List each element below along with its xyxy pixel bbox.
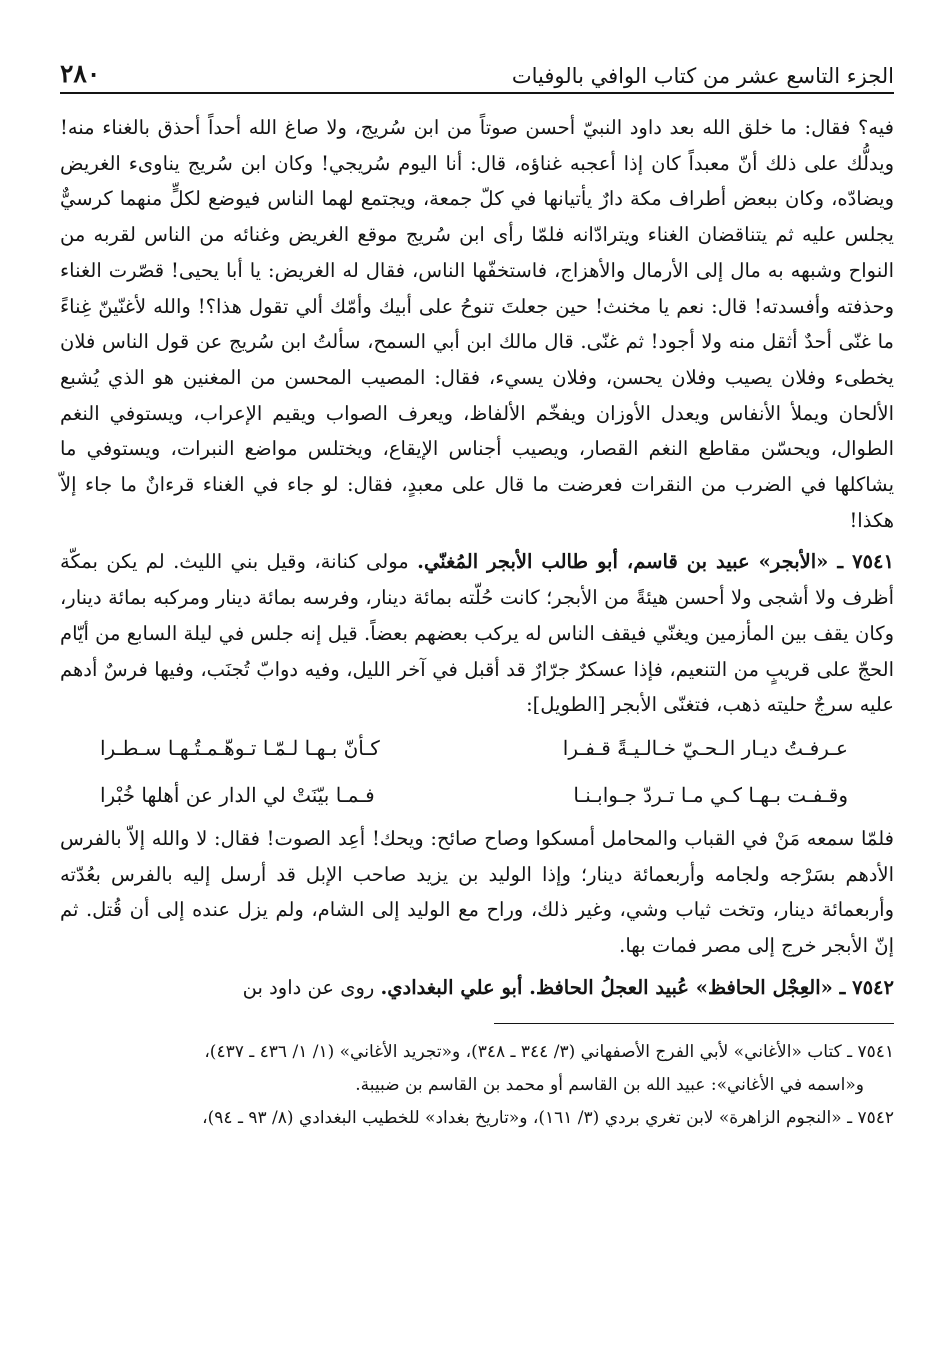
entry-7541-paragraph [60,544,894,723]
entry-7542-title: ٧٥٤٢ ـ «العِجْل الحافظ» عُبيد العجلُ الحافظ. أبو علي البغدادي. [380,975,894,999]
footnote-7541-line-1: ٧٥٤١ ـ كتاب «الأغاني» لأبي الفرج الأصفهاني (٣/ ٣٤٤ ـ ٣٤٨)، و«تجريد الأغاني» (١/ ١/ ٤٣٦ ـ ٤٣٧)، [204,1042,894,1063]
entry-7541-text: مولى كنانة، وقيل بني الليث. لم يكن بمكّة أظرف ولا أشجى ولا أحسن هيئةً من الأبجر؛ كانت حُلّته بمائة دينار، وفرسه بمائة دينار ومركبه بمائة دينار، وكان يقف بين المأزمين ويغنّي فيقف الناس له يركب بعضهم بعضاً. قيل إنه جلس في ليلة السابع من أيّام الحجّ على قريبٍ من التنعيم، فإذا عسكرٌ جرّارٌ قد أقبل في آخر الليل، وفيه دوابّ تُجنَب، وفيها فرسٌ أدهم عليه سرجٌ حليته ذهب، فتغنّى الأبجر [الطويل]: [60,550,894,717]
entry-7542-paragraph [60,970,894,1006]
entry-7541-text-after-poem: فلمّا سمعه مَنْ في القباب والمحامل أمسكوا وصاح صائح: ويحك! أعِد الصوت! فقال: لا والله إلاّ بالفرس الأدهم بسَرْجه ولجامه وأربعمائة دينار؛ وإذا الوليد بن يزيد صاحب الإبل قد أرسل إليه بالفرس بعُدّته وأربعمائة دينار، وتخت ثياب وشي، وغير ذلك، وراح مع الوليد إلى الشام، ولم يزل عنده إلى أن قُتل. ثم إنّ الأبجر خرج إلى مصر فمات بها. [60,826,894,958]
footnote-7542-line-1: ٧٥٤٢ ـ «النجوم الزاهرة» لابن تغري بردي (٣/ ١٦١)، و«تاريخ بغداد» للخطيب البغدادي (٨/ ٩٣ ـ ٩٤)، [202,1108,894,1129]
main-text [60,110,894,1005]
footnote-divider [494,1023,894,1024]
running-title: الجزء التاسع عشر من كتاب الوافي بالوفيات [511,64,894,88]
hemistich-second: فـمـا بيّنَتْ لي الدار عن أهلها خُبْرا [100,782,375,807]
page-header [60,52,894,94]
footnote-7541-line-2: و«اسمه في الأغاني»: عبيد الله بن القاسم أو محمد بن القاسم بن ضبيبة. [355,1075,864,1096]
hemistich-second: كـأنّ بـهـا لـمّـا تـوهّـمـتُـهـا سـطـرا [100,735,380,760]
hemistich-first: عـرفـتُ ديـار الـحـيّ خـالـيـةً قـفـرا [562,735,848,760]
paragraph-continued: فيه؟ فقال: ما خلق الله بعد داود النبيّ أحسن صوتاً من ابن سُريج، ولا صاغ الله أحداً أحذق بالغناء منه! ويدلُّك على ذلك أنّ معبداً كان إذا أعجبه غناؤه، قال: أنا اليوم سُريجي! وكان ابن سُريج يناوىء الغريض ويضادّه، وكان ببعض أطراف مكة دارٌ يأتيانها في كلّ جمعة، ويجتمع لهما الناس فيوضع لكلٍّ منهما كرسيٌّ يجلس عليه ثم يتناقضان الغناء ويترادّانه فلمّا رأى ابن سُريج موقع الغريض وغنائه من الناس لقربه من النواح وشبهه به مال إلى الأرمال والأهزاج، فاستخفّها الناس، فقال له الغريض: يا أبا يحيى! قصّرت الغناء وحذفته وأفسدته! قال: نعم يا مخنث! حين جعلتَ تنوحُ على أبيك وأمّك ألي تقول هذا؟! والله لأغنّينّ غِناءً ما غنّى أحدٌ أثقل منه ولا أجود! ثم غنّى. قال مالك ابن أبي السمح، سألتُ ابن سُريج عن قول الناس فلان يخطىء وفلان يصيب وفلان يحسن، وفلان يسيء، فقال: المصيب المحسن من المغنين هو الذي يُشبع الألحان ويملأ الأنفاس ويعدل الأوزان ويفخّم الألفاظ، ويعرف الصواب ويقيم الإعراب، ويستوفي النغم الطوال، ويحسّن مقاطع النغم القصار، ويصيب أجناس الإيقاع، ويختلس مواضع النبرات، ويستوفي ما يشاكلها في الضرب من النقرات فعرضت ما قال على معبدٍ، فقال: لو جاء في الغناء قرءانٌ ما جاء إلاّ هكذا! [60,116,894,532]
entry-7542-text: روى عن داود بن [242,975,381,999]
book-page [60,52,894,1135]
poem-verse-2 [60,772,894,819]
poem-verse-1 [60,725,894,772]
entry-7541 [60,544,894,963]
hemistich-first: وقـفـت بـهـا كـي مـا تـردّ جـوابـنـا [573,782,848,807]
entry-7541-title: ٧٥٤١ ـ «الأبجر» عبيد بن قاسم، أبو طالب الأبجر المُغنّي. [417,550,894,574]
footnotes [60,1036,894,1135]
poem [60,725,894,819]
page-number: ٢٨٠ [60,59,101,88]
entry-7542 [60,970,894,1006]
